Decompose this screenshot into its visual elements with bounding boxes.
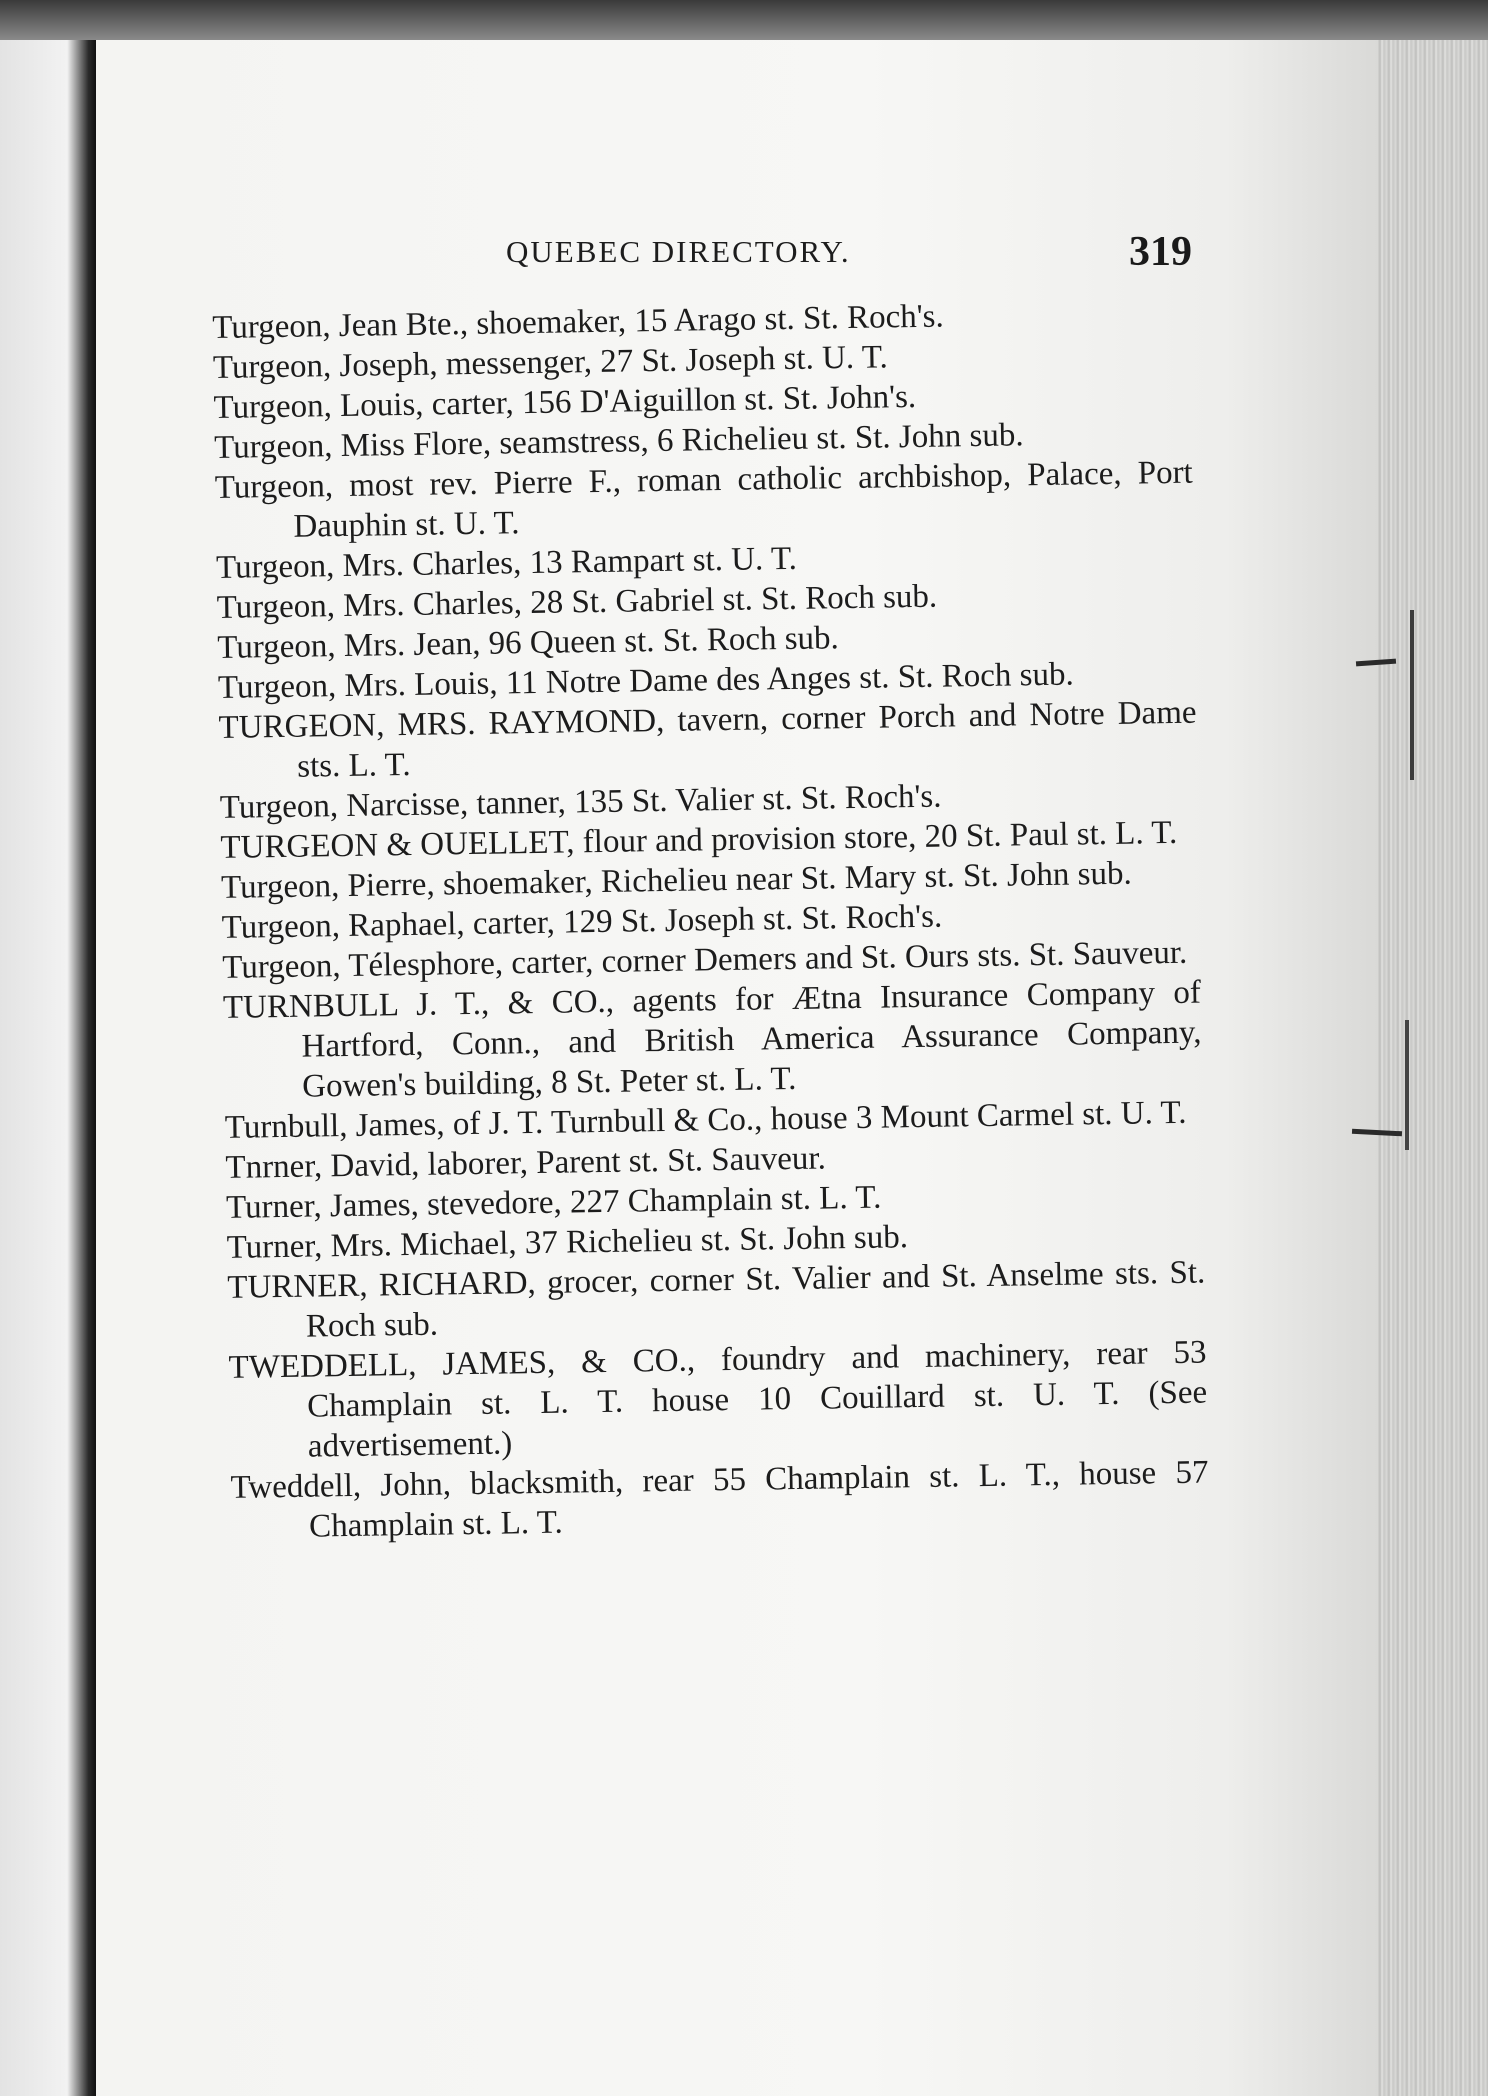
margin-pencil-mark xyxy=(1405,1020,1409,1150)
directory-entry: TURGEON, MRS. RAYMOND, tavern, corner Porch and Notre Dame sts. L. T. xyxy=(218,694,1197,785)
directory-entry: Turgeon, Narcisse, tanner, 135 St. Valier st. St. Roch's. xyxy=(219,778,942,826)
directory-entry: TWEDDELL, JAMES, & CO., foundry and machinery, rear 53 Champlain st. L. T. house 10 Couillard st. U. T. (See advertisement.) xyxy=(228,1334,1208,1465)
page-number: 319 xyxy=(1129,229,1192,275)
margin-pencil-mark xyxy=(1410,610,1414,780)
directory-entry: Turner, James, stevedore, 227 Champlain st. L. T. xyxy=(225,1179,882,1226)
directory-entries xyxy=(212,293,1209,1548)
directory-entry: TURGEON & OUELLET, flour and provision store, 20 St. Paul st. L. T. xyxy=(220,814,1178,866)
directory-entry: Turgeon, Louis, carter, 156 D'Aiguillon st. St. John's. xyxy=(213,378,917,426)
scan-top-border xyxy=(0,0,1488,40)
directory-entry: Turgeon, Raphael, carter, 129 St. Joseph st. St. Roch's. xyxy=(221,898,943,946)
directory-entry: Turgeon, Mrs. Charles, 13 Rampart st. U. T. xyxy=(215,540,798,586)
directory-entry: TURNER, RICHARD, grocer, corner St. Valier and St. Anselme sts. St. Roch sub. xyxy=(227,1254,1206,1345)
directory-entry: Turgeon, most rev. Pierre F., roman catholic archbishop, Palace, Port Dauphin st. U. T. xyxy=(214,454,1193,545)
directory-entry: Turgeon, Mrs. Jean, 96 Queen st. St. Roch sub. xyxy=(217,620,840,666)
directory-entry: Turgeon, Miss Flore, seamstress, 6 Richelieu st. St. John sub. xyxy=(213,417,1024,466)
facing-page-edge xyxy=(0,40,96,2096)
running-title: QUEBEC DIRECTORY. xyxy=(506,234,851,269)
directory-entry: TURNBULL J. T., & CO., agents for Ætna Insurance Company of Hartford, Conn., and British America Assurance Company, Gowen's building, 8 St. Peter st. L. T. xyxy=(222,974,1202,1105)
directory-entry: Turner, Mrs. Michael, 37 Richelieu st. St. John sub. xyxy=(226,1219,909,1266)
page-header xyxy=(506,228,1192,278)
directory-entry: Turgeon, Joseph, messenger, 27 St. Joseph st. U. T. xyxy=(212,339,889,386)
directory-entry: Turgeon, Télesphore, carter, corner Demers and St. Ours sts. St. Sauveur. xyxy=(222,934,1188,986)
directory-entry: Tnrner, David, laborer, Parent st. St. Sauveur. xyxy=(225,1140,827,1186)
directory-entry: Tweddell, John, blacksmith, rear 55 Champlain st. L. T., house 57 Champlain st. L. T. xyxy=(230,1454,1209,1545)
page-edges xyxy=(1378,40,1488,2096)
directory-entry: Turgeon, Mrs. Louis, 11 Notre Dame des Anges st. St. Roch sub. xyxy=(217,656,1075,706)
directory-entry: Turgeon, Mrs. Charles, 28 St. Gabriel st. St. Roch sub. xyxy=(216,578,938,626)
directory-entry: Turnbull, James, of J. T. Turnbull & Co., house 3 Mount Carmel st. U. T. xyxy=(224,1094,1187,1146)
directory-entry: Turgeon, Pierre, shoemaker, Richelieu near St. Mary st. St. John sub. xyxy=(220,855,1132,906)
directory-entry: Turgeon, Jean Bte., shoemaker, 15 Arago st. St. Roch's. xyxy=(212,298,945,346)
